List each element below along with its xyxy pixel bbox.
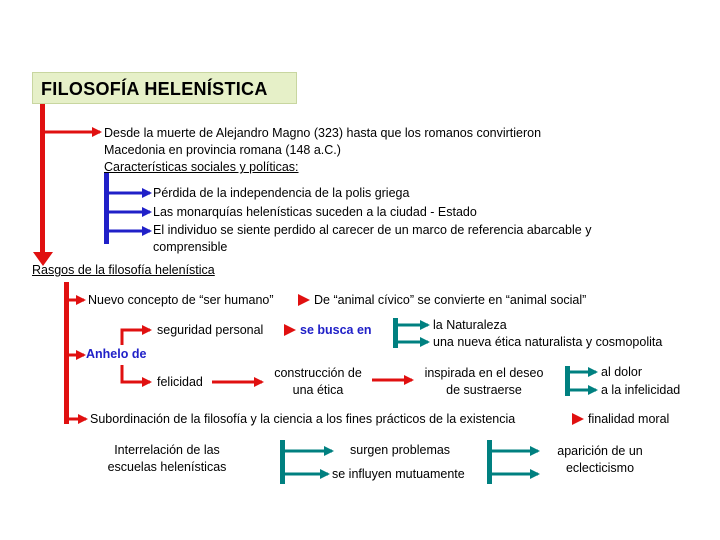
interrelacion-line-1: Interrelación de las [114, 443, 220, 457]
branch-felicidad [122, 365, 150, 382]
seguridad-personal: seguridad personal [157, 323, 264, 337]
rasgos-red-bar [64, 282, 69, 424]
rasgos-heading: Rasgos de la filosofía helenística [32, 263, 215, 277]
a-la-infelicidad: a la infelicidad [601, 383, 681, 397]
teal-bar-interrelacion [280, 440, 285, 484]
arrow-to-animal [298, 294, 310, 306]
interrelacion-line-2: escuelas helenísticas [107, 460, 227, 474]
subordinacion: Subordinación de la filosofía y la ciencia a los fines prácticos de la existencia [90, 412, 516, 426]
inspirada-line-2: de sustraerse [446, 383, 522, 397]
characteristic-3-cont: comprensible [153, 240, 228, 254]
surgen-problemas: surgen problemas [350, 443, 451, 457]
blue-bar [104, 172, 109, 244]
se-busca-en: se busca en [300, 323, 372, 337]
animal-civico: De “animal cívico” se convierte en “animal social” [314, 293, 587, 307]
anhelo-de: Anhelo de [86, 347, 147, 361]
arrow-to-finalidad [572, 413, 584, 425]
teal-bar-naturaleza [393, 318, 398, 348]
diagram-title: FILOSOFÍA HELENÍSTICA [32, 72, 297, 104]
intro-line-2: Macedonia en provincia romana (148 a.C.) [104, 143, 341, 157]
construccion-line-1: construcción de [274, 366, 362, 380]
characteristic-1: Pérdida de la independencia de la polis griega [153, 186, 410, 200]
finalidad-moral: finalidad moral [588, 412, 670, 426]
eclecticismo-line-1: aparición de un [557, 444, 643, 458]
characteristic-3: El individuo se siente perdido al carecer de un marco de referencia abarcable y [153, 223, 592, 237]
al-dolor: al dolor [601, 365, 642, 379]
eclecticismo-line-2: eclecticismo [565, 461, 635, 475]
main-red-bar [40, 104, 45, 254]
se-influyen: se influyen mutuamente [332, 467, 465, 481]
etica-naturalista: una nueva ética naturalista y cosmopolita [433, 335, 663, 349]
nuevo-concepto: Nuevo concepto de “ser humano” [88, 293, 274, 307]
teal-bar-dolor [565, 366, 570, 396]
felicidad: felicidad [157, 375, 203, 389]
teal-bar-eclecticismo [487, 440, 492, 484]
inspirada-line-1: inspirada en el deseo [424, 366, 544, 380]
characteristics-heading: Características sociales y políticas: [104, 160, 299, 174]
arrow-to-se-busca [284, 324, 296, 336]
branch-seguridad [122, 330, 150, 345]
characteristic-2: Las monarquías helenísticas suceden a la ciudad - Estado [153, 205, 477, 219]
naturaleza: la Naturaleza [433, 318, 507, 332]
construccion-line-2: una ética [292, 383, 344, 397]
intro-line-1: Desde la muerte de Alejandro Magno (323) hasta que los romanos convirtieron [104, 126, 542, 140]
